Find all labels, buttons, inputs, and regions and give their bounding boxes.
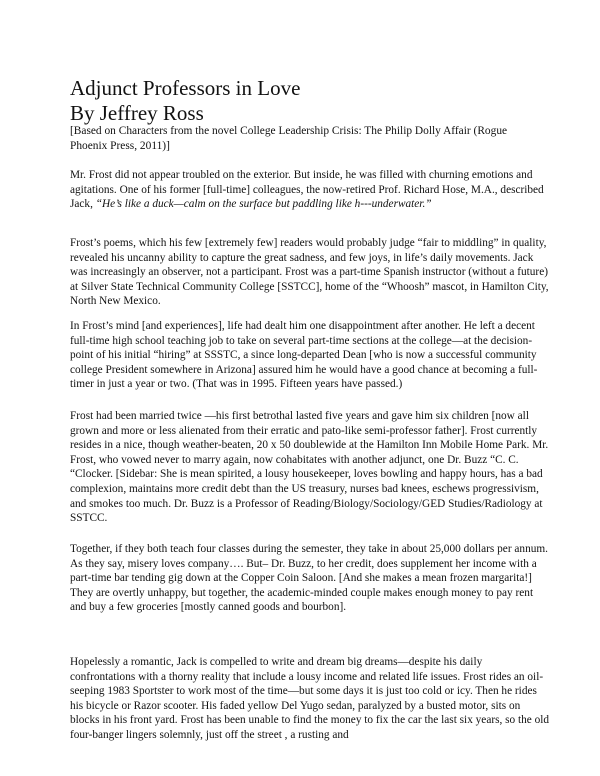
paragraph: Hopelessly a romantic, Jack is compelled to write and dream big dreams—despite his daily confrontations with a thorny reality that include a lousy income and related life issues. Frost rides an oil-seeping 1983 Sportster to work most of the time—but some days it is just too cold or icy. Then he rides his bicycle or Razor scooter. His faded yellow Del Yugo sedan, paralyzed by a busted motor, sits on blocks in his front yard. Frost has been unable to find the money to fix the car the last six years, so the old four-banger lingers solemnly, just off the street , a rusting and [70,656,550,741]
document-author: By Jeffrey Ross [70,101,204,125]
paragraph-quote: “He’s like a duck—calm on the surface but paddling like h---underwater.” [95,198,432,211]
paragraph: Together, if they both teach four classes during the semester, they take in about 25,000 dollars per annum. As they say, misery loves company…. But– Dr. Buzz, to her credit, does supplement her income with a part-time bar tending gig down at the Copper Coin Saloon. [And she makes a mean frozen margarita!] They are overtly unhappy, but together, the academic-minded couple makes enough money to pay rent and buy a few groceries [mostly canned goods and bourbon]. [70,543,548,614]
paragraph [70,168,550,212]
paragraph: Frost had been married twice —his first betrothal lasted five years and gave him six children [now all grown and more or less alienated from their erratic and pato-like semi-professor father]. Frost currently resides in a nice, though weather-beaten, 20 x 50 doublewide at the Hamilton Inn Mobile Home Park. Mr. Frost, who vowed never to marry again, now cohabitates with another adjunct, one Dr. Buzz “C. C. “Clocker. [Sidebar: She is mean spirited, a lousy housekeeper, loves bowling and happy hours, has a bad complexion, maintains more credit debt than the US treasury, nurses bad knees, eschews progressivism, and smokes too much. Dr. Buzz is a Professor of Reading/Biology/Sociology/GED Studies/Radiology at SSTCC. [70,410,549,525]
paragraph: Frost’s poems, which his few [extremely few] readers would probably judge “fair to middling” in quality, revealed his uncanny ability to capture the great sadness, and few joys, in life’s daily movements. Jack was increasingly an observer, not a participant. Frost was a part-time Spanish instructor (without a future) at Silver State Technical Community College [SSTCC], home of the “Whoosh” mascot, in Hamilton City, North New Mexico. [70,237,549,308]
paragraph-text: Mr. Frost did not appear troubled on the exterior. But inside, he was filled with churning emotions and agitations. One of his former [full-time] colleagues, the now-retired Prof. Richard Hose, M.A., described Jack, [70,169,544,211]
document-title: Adjunct Professors in Love [70,76,301,100]
document-subtitle: [Based on Characters from the novel College Leadership Crisis: The Philip Dolly Affair (Rogue Phoenix Press, 2011)] [70,125,508,152]
paragraph: In Frost’s mind [and experiences], life had dealt him one disappointment after another. He left a decent full-time high school teaching job to take on several part-time sections at the college—at the decision-point of his initial “hiring” at SSSTC, a since long-departed Dean [who is now a successful community college President somewhere in Arizona] assured him he would have a good chance at becoming a full-timer in just a year or two. (That was in 1995. Fifteen years have passed.) [70,320,538,391]
